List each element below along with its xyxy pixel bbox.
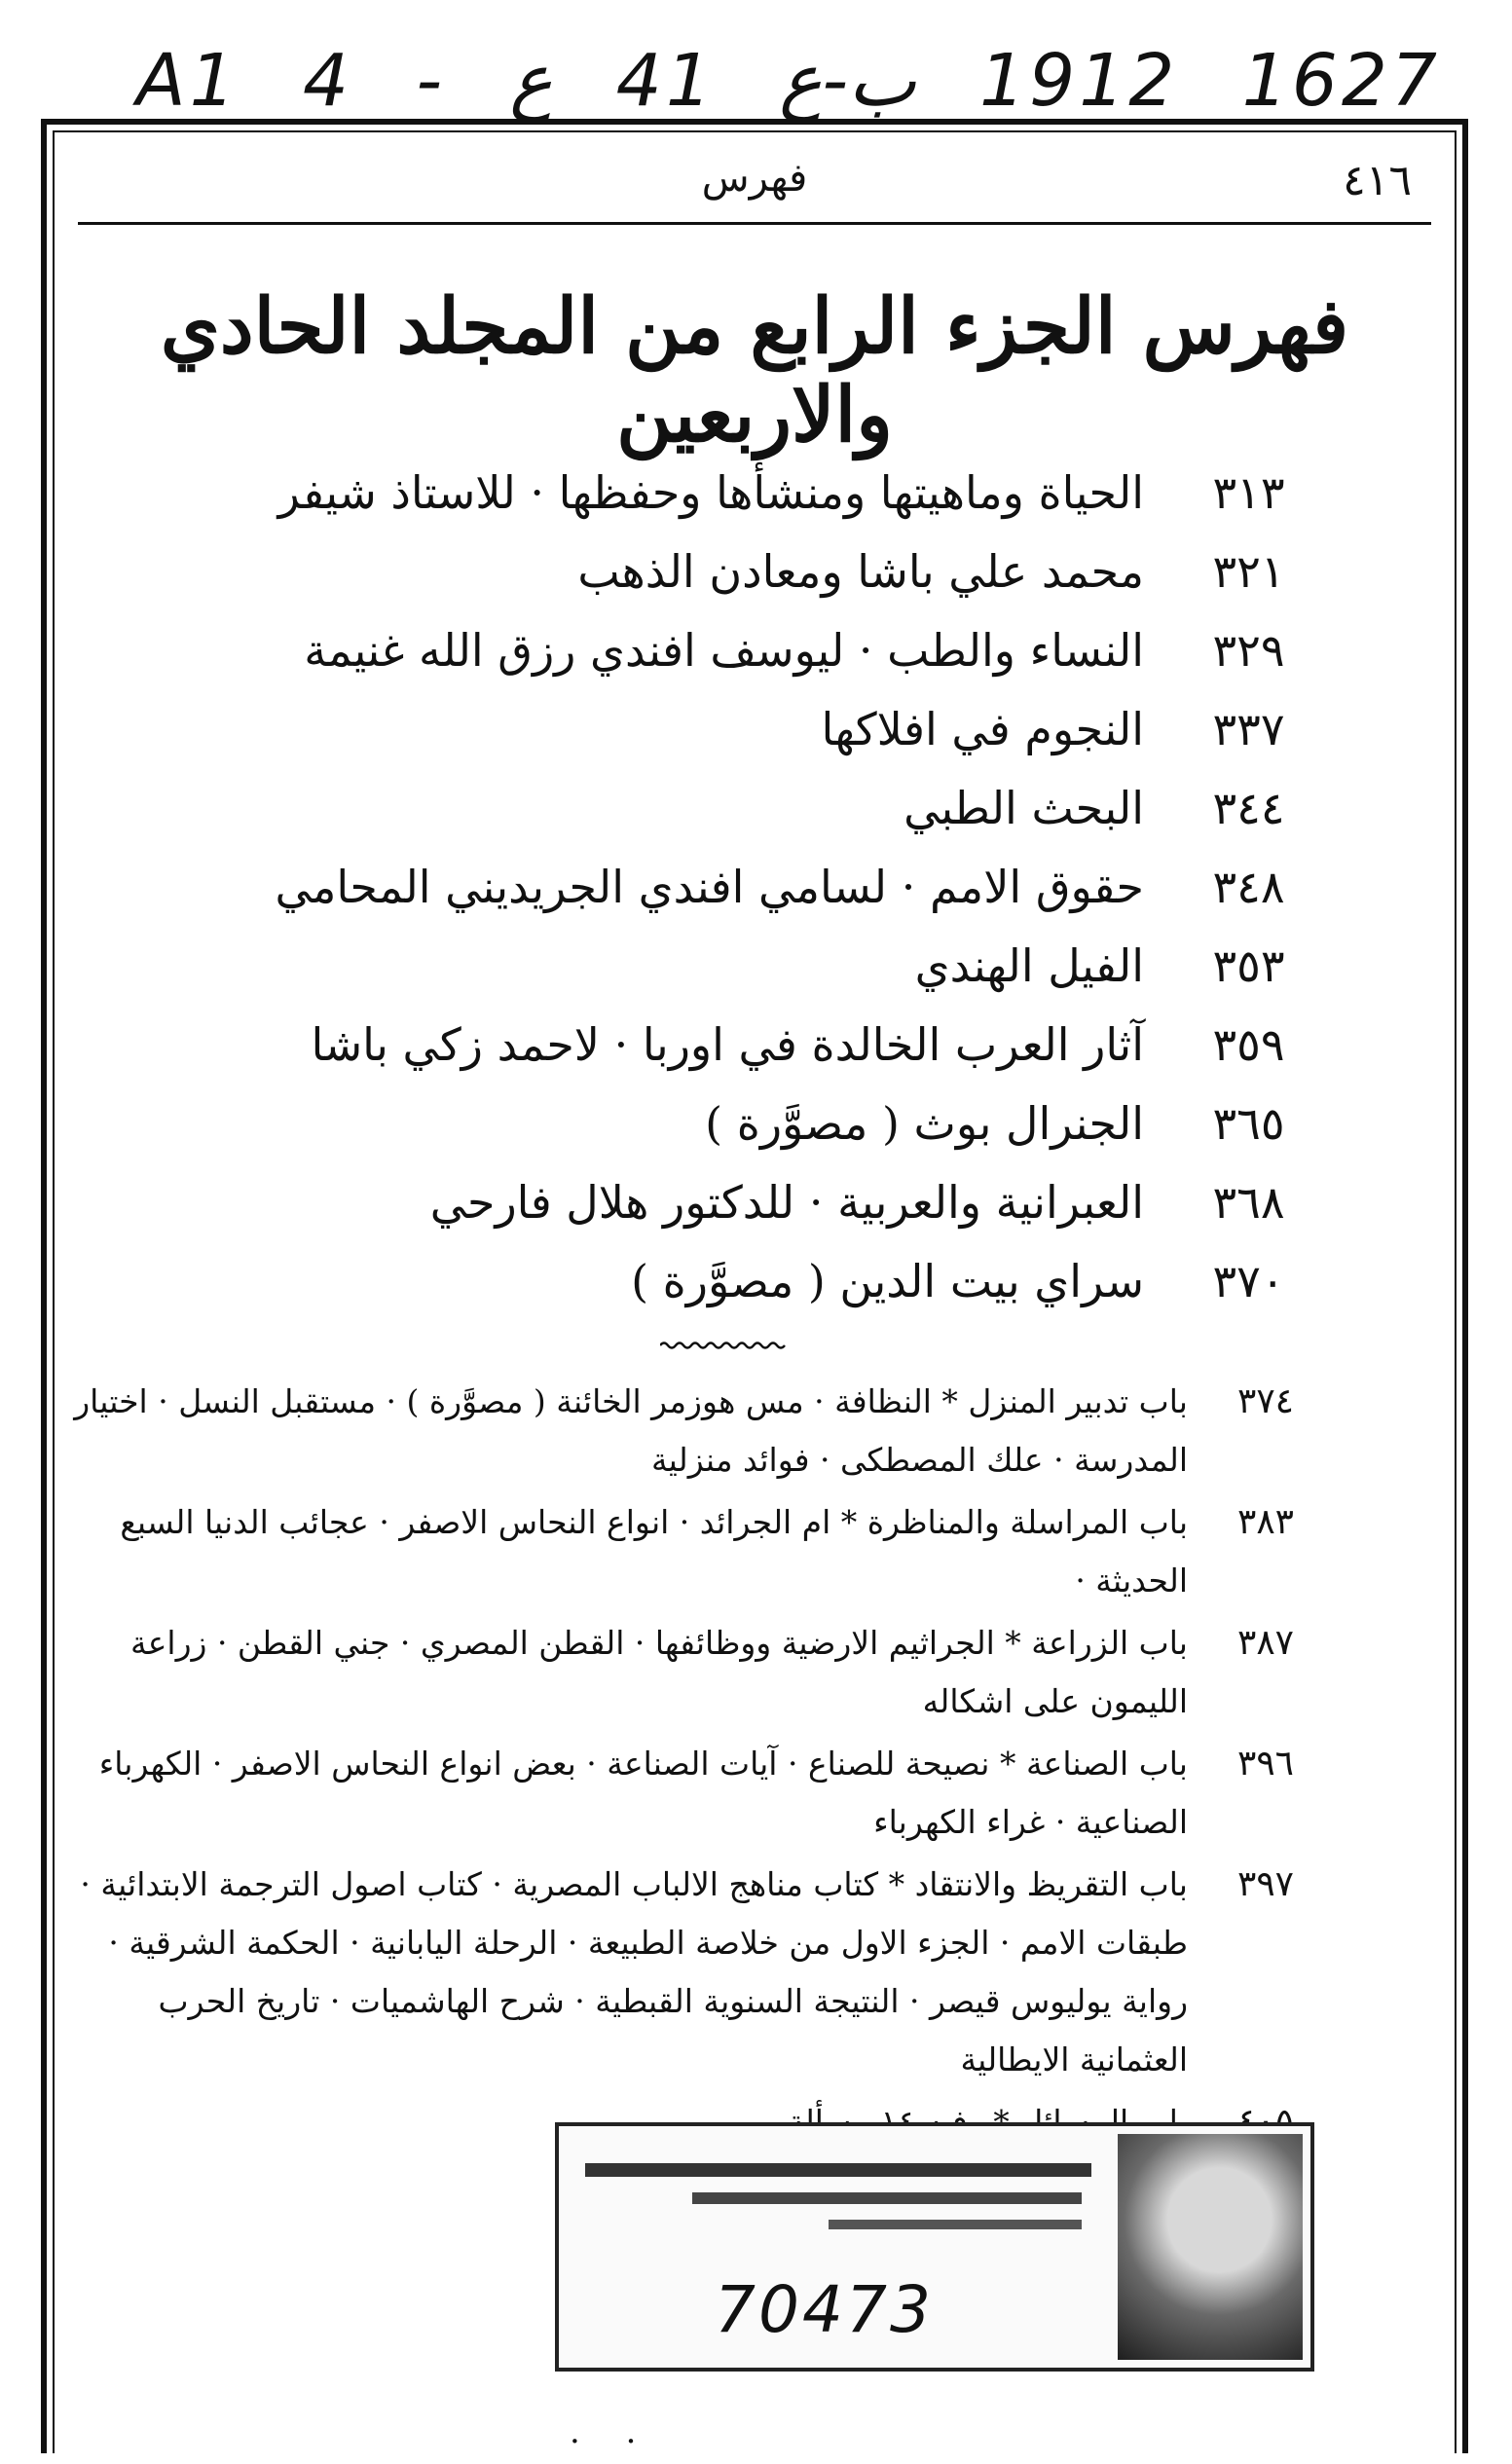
article-title: محمد علي باشا ومعادن الذهب [577,544,1144,598]
section-row [58,1373,1324,1489]
sections-list [58,1373,1324,2218]
page-title: فهرس الجزء الرابع من المجلد الحادي والاربعين [160,282,1349,460]
article-row [117,1162,1324,1241]
article-row [117,847,1324,926]
annotation-part: ب-ع [779,39,916,123]
article-title: سراي بيت الدين ( مصوَّرة ) [631,1254,1144,1307]
running-title: فهرس [701,156,808,201]
annotation-part: 4 [302,39,353,123]
article-page-number: ٣٣٧ [1212,702,1285,755]
article-row [117,926,1324,1005]
article-title: آثار العرب الخالدة في اوربا · لاحمد زكي باشا [311,1017,1144,1071]
article-row [117,532,1324,610]
annotation-part: ع [509,39,553,123]
section-text: باب التقريظ والانتقاد * كتاب مناهج الالباب المصرية · كتاب اصول الترجمة الابتدائية · طبقات الامم · الجزء الاول من خلاصة الطبيعة · الرحلة اليابانية · الحكمة الشرقية · رواية يوليوس قيصر · النتيجة السنوية القبطية · شرح الهاشميات · تاريخ الحرب العثمانية الايطالية [80,1865,1188,2078]
page-number: ٤١٦ [1343,156,1412,205]
section-row [58,1614,1324,1731]
article-page-number: ٣٦٨ [1212,1175,1285,1229]
section-text: باب الصناعة * نصيحة للصناع · آيات الصناعة · بعض انواع النحاس الاصفر · الكهرباء الصناعية · غراء الكهرباء [98,1745,1188,1841]
article-row [117,768,1324,847]
section-text: باب المراسلة والمناظرة * ام الجرائد · انواع النحاس الاصفر · عجائب الدنيا السبع الحديثة · [120,1503,1188,1600]
article-title: النجوم في افلاكها [821,702,1144,755]
article-page-number: ٣٥٩ [1212,1017,1285,1071]
annotation-part: 41 [615,39,716,123]
section-text: باب تدبير المنزل * النظافة · مس هوزمر الخائنة ( مصوَّرة ) · مستقبل النسل · اختيار المدرسة · علك المصطكى · فوائد منزلية [74,1382,1188,1479]
article-title: الحياة وماهيتها ومنشأها وحفظها · للاستاذ شيفر [277,465,1144,519]
section-page-number: ٣٧٤ [1236,1381,1294,1421]
article-row [117,610,1324,689]
article-title: العبرانية والعربية · للدكتور هلال فارحي [429,1175,1144,1229]
article-page-number: ٣٤٨ [1212,860,1285,913]
stamp-handwritten-number: 70473 [715,2272,934,2347]
article-page-number: ٣٢٩ [1212,623,1285,677]
section-row [58,1735,1324,1852]
section-page-number: ٣٨٧ [1236,1623,1294,1663]
stamp-photo [1118,2134,1303,2360]
section-page-number: ٣٨٣ [1236,1502,1294,1542]
section-row [58,1856,1324,2089]
article-page-number: ٣٥٣ [1212,938,1285,992]
page-header [78,156,1431,224]
annotation-part: 1912 [979,39,1179,123]
library-stamp [555,2122,1314,2372]
wavy-divider [660,1339,787,1352]
bottom-dots: · · [570,2422,654,2461]
article-row [117,1241,1324,1320]
article-title: حقوق الامم · لسامي افندي الجريديني المحامي [275,860,1144,913]
annotation-part: - [416,39,447,123]
stamp-illegible-text [575,2155,1101,2249]
article-page-number: ٣٤٤ [1212,781,1285,834]
annotation-part: A1 [136,39,240,123]
article-page-number: ٣٢١ [1212,544,1285,598]
article-title: النساء والطب · ليوسف افندي رزق الله غنيمة [304,623,1144,677]
annotation-part: 1627 [1241,39,1441,123]
article-page-number: ٣١٣ [1212,465,1285,519]
article-title: البحث الطبي [904,781,1144,834]
section-page-number: ٣٩٧ [1236,1864,1294,1904]
article-title: الفيل الهندي [914,938,1144,992]
article-page-number: ٣٦٥ [1212,1096,1285,1150]
article-row [117,453,1324,532]
section-page-number: ٣٩٦ [1236,1744,1294,1784]
article-title: الجنرال بوث ( مصوَّرة ) [705,1096,1144,1150]
header-rule [78,222,1431,225]
article-row [117,1005,1324,1084]
articles-list [117,453,1324,1320]
section-row [58,1493,1324,1610]
article-row [117,1084,1324,1162]
article-row [117,689,1324,768]
section-text: باب الزراعة * الجراثيم الارضية ووظائفها · القطن المصري · جني القطن · زراعة الليمون على اشكاله [130,1624,1188,1720]
article-page-number: ٣٧٠ [1212,1254,1285,1307]
